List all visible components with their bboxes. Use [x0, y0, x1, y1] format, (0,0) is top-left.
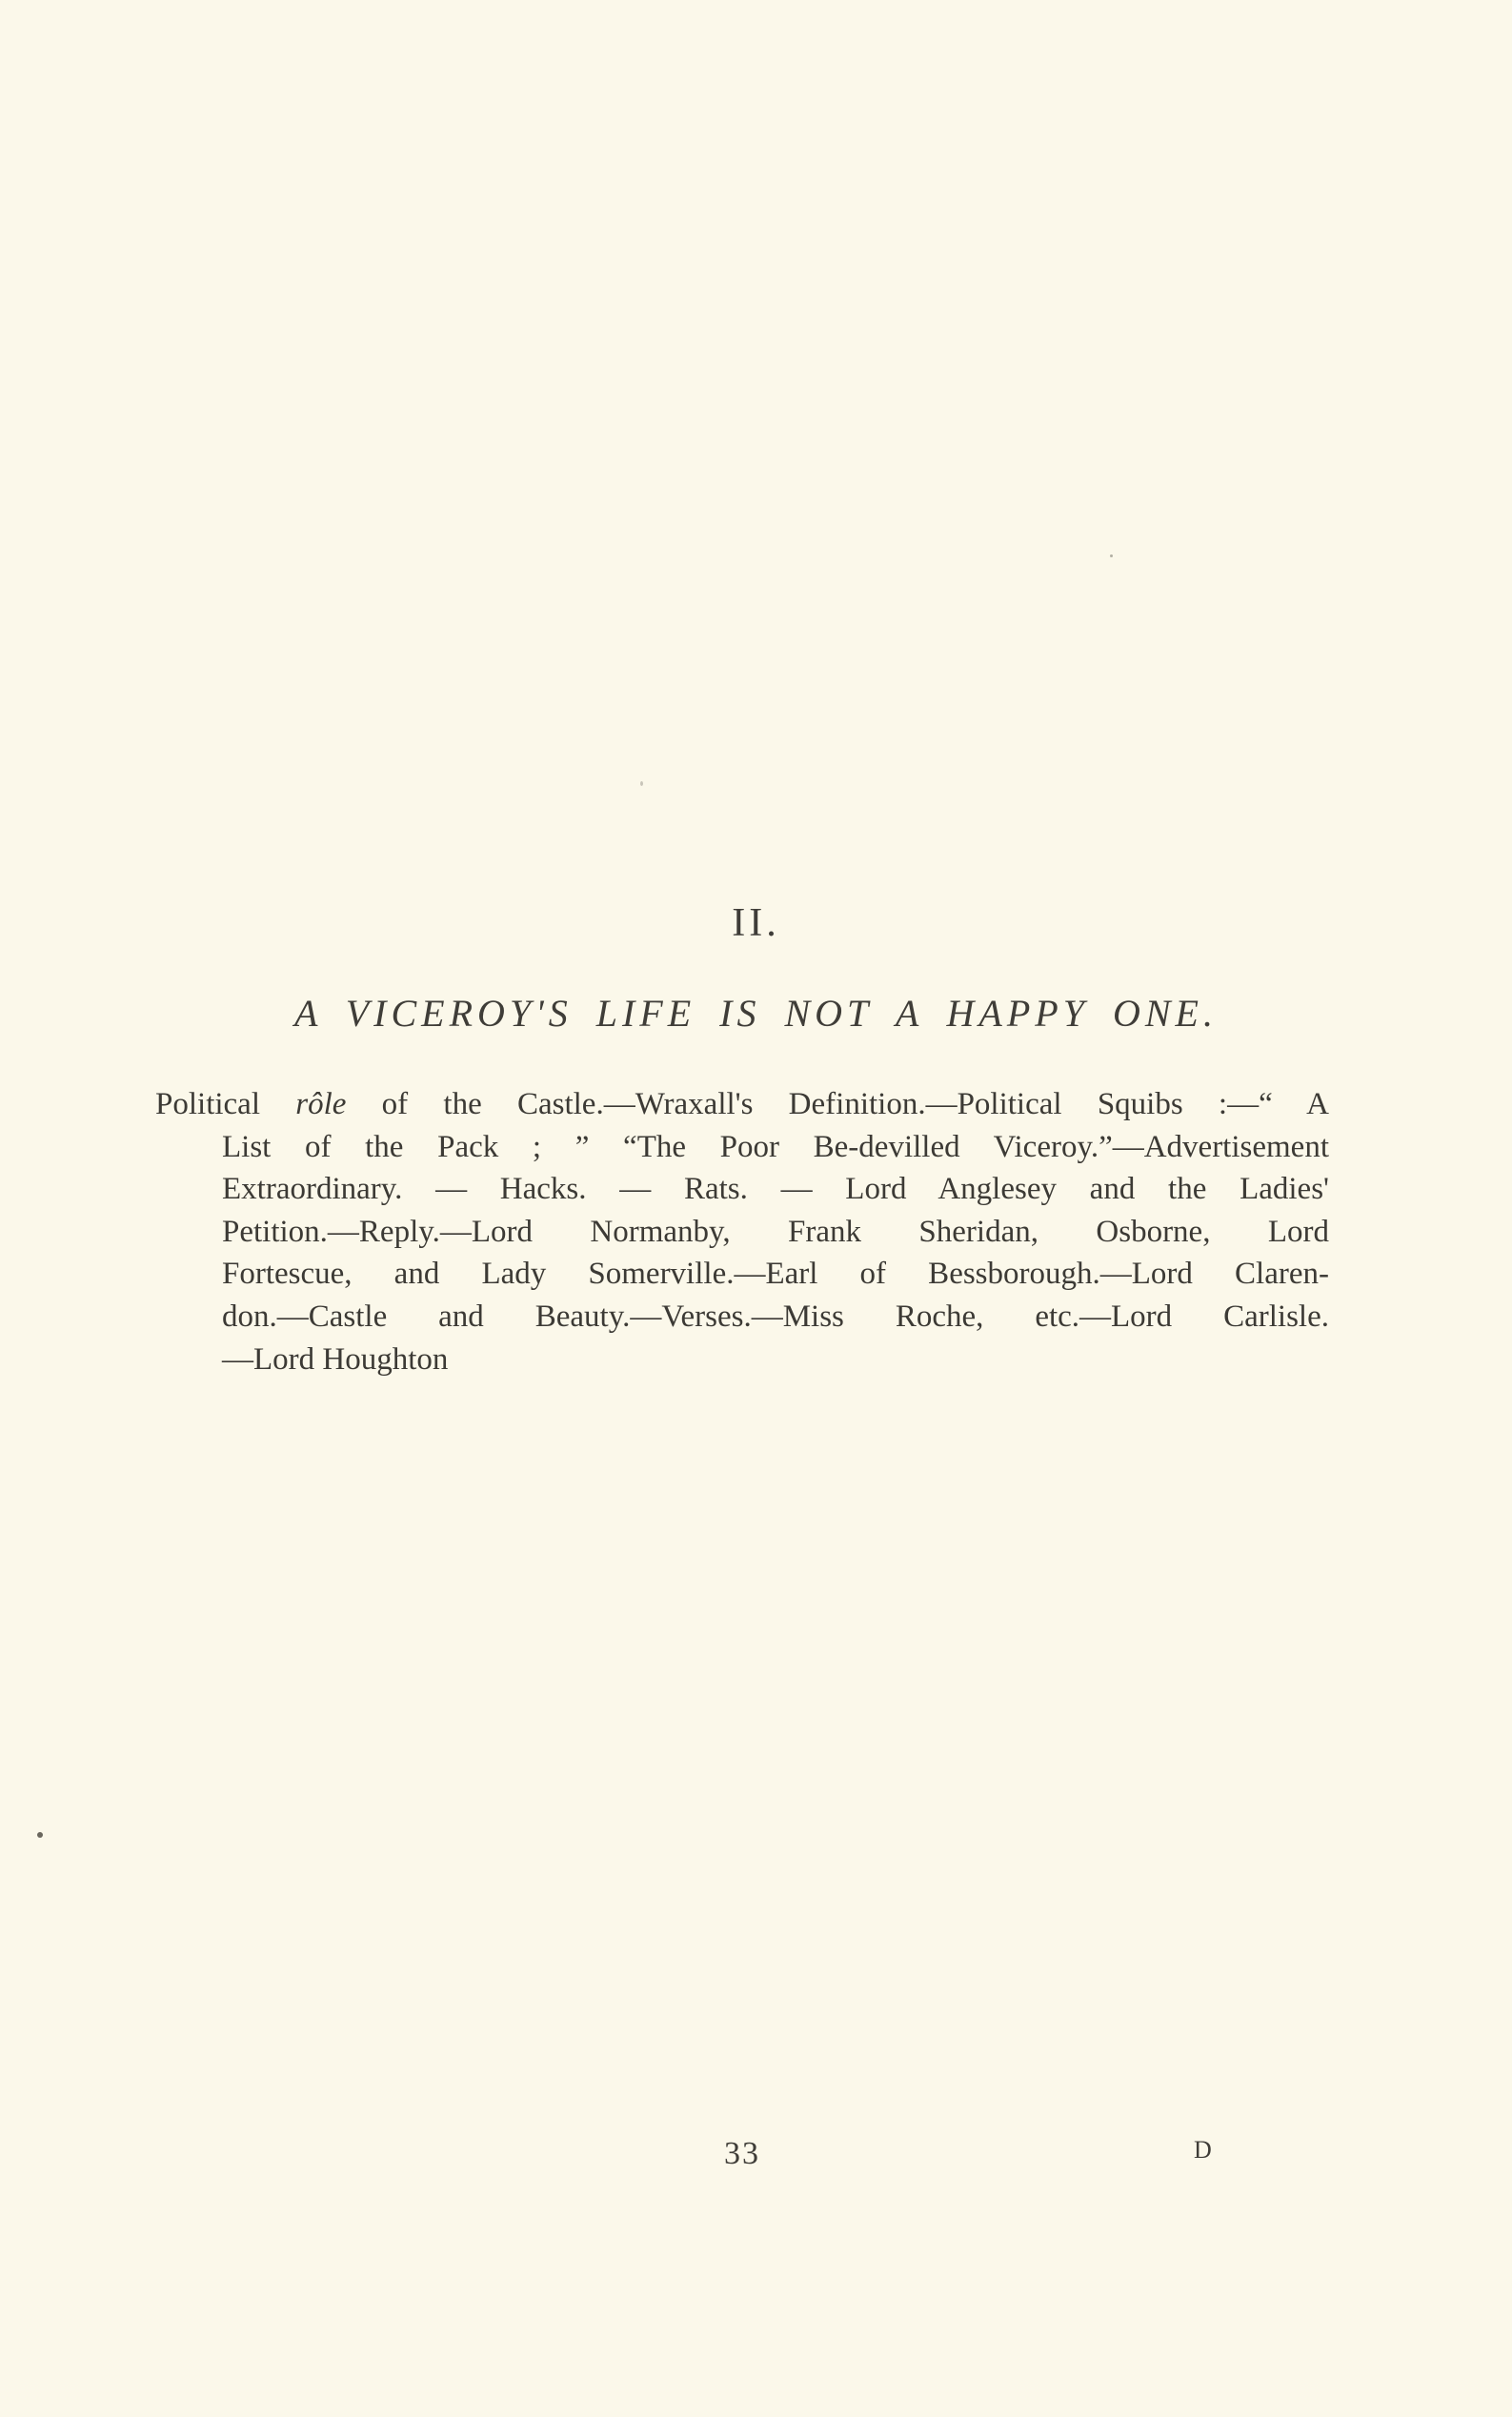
- chapter-summary: [155, 1083, 1329, 1380]
- summary-line: List of the Pack ; ” “The Poor Be-devilled Viceroy.”—Advertisement: [222, 1129, 1329, 1164]
- chapter-title: A VICEROY'S LIFE IS NOT A HAPPY ONE.: [294, 992, 1218, 1035]
- signature-mark: D: [1194, 2136, 1212, 2164]
- paper-speck: [640, 781, 643, 786]
- paper-speck: [1110, 554, 1113, 557]
- summary-line: Petition.—Reply.—Lord Normanby, Frank Sheridan, Osborne, Lord: [222, 1214, 1329, 1249]
- summary-line: [155, 1083, 1329, 1126]
- summary-italic-word: rôle: [295, 1087, 347, 1121]
- paper-speck: [37, 1832, 43, 1838]
- summary-line: Extraordinary. — Hacks. — Rats. — Lord Anglesey and the Ladies': [222, 1172, 1329, 1207]
- summary-text: Political: [155, 1087, 296, 1121]
- summary-line: —Lord Houghton: [222, 1341, 449, 1377]
- summary-line: don.—Castle and Beauty.—Verses.—Miss Roche, etc.—Lord Carlisle.: [222, 1299, 1329, 1334]
- page-number: 33: [724, 2136, 760, 2171]
- summary-text: of the Castle.—Wraxall's Definition.—Political Squibs :—“ A: [346, 1087, 1330, 1121]
- chapter-number: II.: [732, 901, 780, 945]
- summary-line: Fortescue, and Lady Somerville.—Earl of Bessborough.—Lord Claren-: [222, 1257, 1329, 1292]
